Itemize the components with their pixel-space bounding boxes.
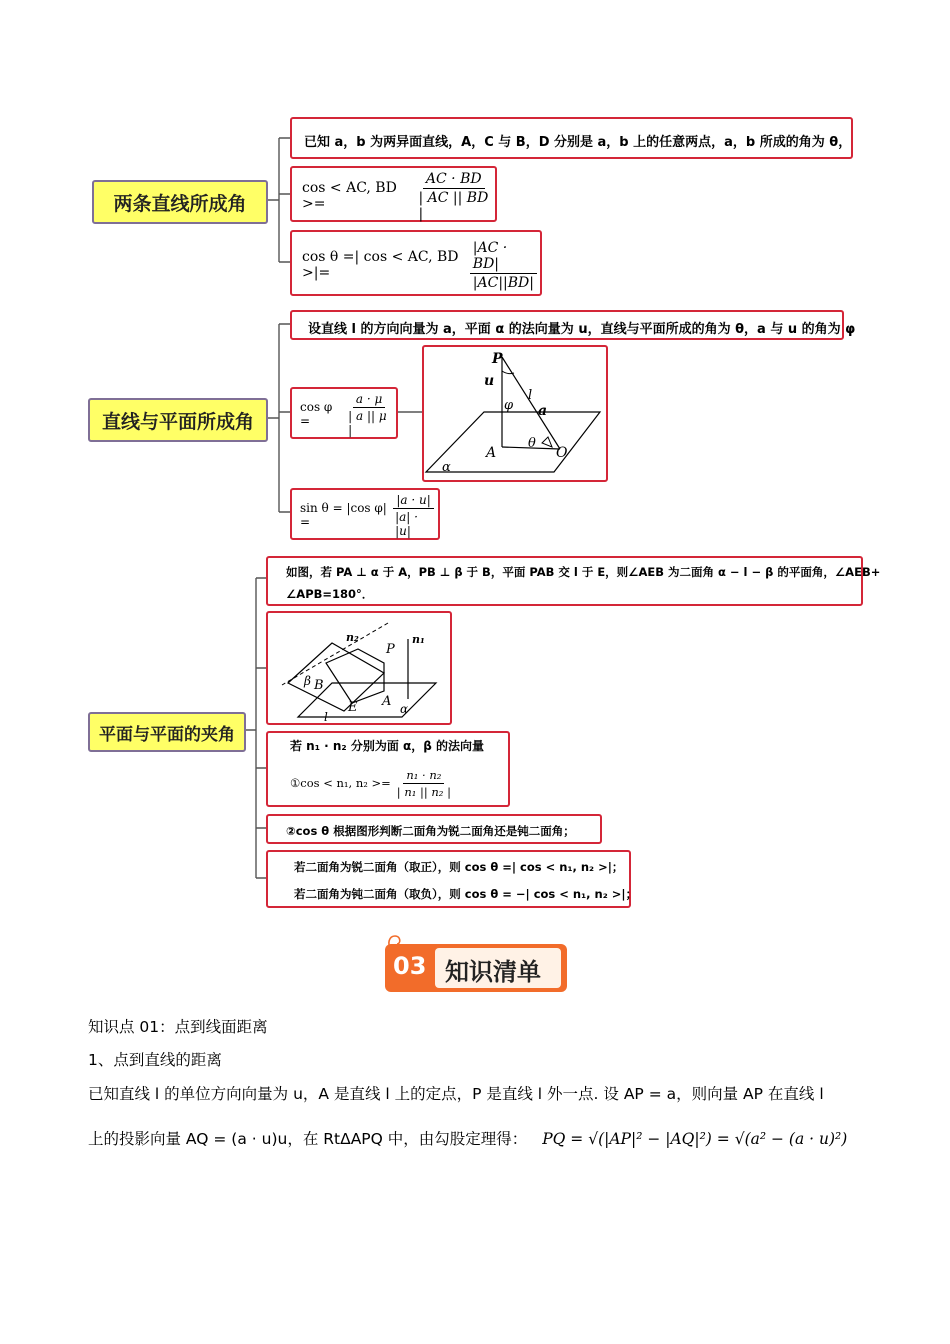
paragraph-text: 上的投影向量 AQ = (a · u)u，在 RtΔAPQ 中，由勾股定理得：	[88, 1130, 528, 1148]
formula-box-line-plane-1	[290, 387, 398, 439]
line-plane-figure	[424, 347, 606, 480]
banner-number: 03	[393, 952, 427, 980]
figure-box-line-plane	[422, 345, 608, 482]
banner-title: 知识清单	[445, 958, 541, 986]
formula-numerator: n₁ · n₂	[403, 768, 444, 784]
label-theta: θ	[528, 436, 536, 451]
figure-box-plane-plane	[266, 611, 452, 725]
premise-box-plane-plane	[266, 556, 881, 606]
normals-box	[266, 731, 510, 807]
formula-lhs: cos < AC, BD >=	[302, 180, 397, 212]
label-n2: n₂	[346, 631, 359, 644]
topic-plane-plane-angle	[88, 712, 246, 752]
judge-box	[266, 814, 602, 844]
label-l: l	[528, 388, 533, 403]
normals-intro: 若 n₁ · n₂ 分别为面 α，β 的法向量	[290, 739, 485, 753]
label-P: P	[492, 351, 503, 367]
label-n1: n₁	[412, 633, 425, 646]
premise-text-line2: ∠APB=180°．	[286, 587, 374, 601]
label-A: A	[486, 445, 497, 461]
topic-line-plane-angle	[88, 398, 268, 442]
formula-cos-phi	[300, 391, 396, 437]
sub-heading: 1、点到直线的距离	[88, 1051, 222, 1069]
formula-box-line-plane-2	[290, 488, 440, 540]
formula-numerator: a · μ	[353, 392, 385, 408]
obtuse-text: 若二面角为钝二面角（取负），则 cos θ = −| cos < n₁, n₂ >|；	[294, 887, 638, 901]
formula-lhs: sin θ = |cos φ| =	[300, 501, 387, 529]
formula-numerator: AC · BD	[423, 171, 485, 189]
formula-cos-theta	[302, 239, 540, 291]
label-alpha: α	[400, 702, 409, 716]
formula-denominator: | a || μ |	[348, 408, 387, 437]
formula-denominator: |a| · |u|	[395, 509, 418, 538]
sign-box	[266, 850, 638, 908]
premise-text: 设直线 l 的方向向量为 a，平面 α 的法向量为 u，直线与平面所成的角为 θ，a 与 u 的角为 φ	[308, 322, 856, 337]
label-a: a	[538, 403, 548, 419]
formula-denominator: | AC || BD |	[418, 189, 489, 222]
topic-line-line-angle	[92, 180, 268, 224]
label-alpha: α	[442, 460, 451, 475]
plane-plane-figure	[268, 613, 450, 723]
premise-box-line-plane	[290, 310, 856, 340]
label-B: B	[314, 678, 324, 693]
label-E: E	[348, 700, 358, 715]
formula-box-lines-2	[290, 230, 542, 296]
formula-box-lines-1	[290, 166, 497, 222]
formula-denominator: |AC||BD|	[472, 274, 534, 291]
formula-sin-theta	[300, 492, 438, 538]
formula-lhs: cos θ =| cos < AC, BD >|=	[302, 249, 459, 281]
premise-text: 已知 a，b 为两异面直线，A，C 与 B，D 分别是 a，b 上的任意两点，a，b 所成的角为 θ，	[304, 135, 852, 150]
formula-numerator: |a · u|	[393, 493, 433, 509]
normals-formula	[290, 763, 457, 803]
label-u: u	[484, 373, 495, 389]
topic-label: 平面与平面的夹角	[99, 724, 235, 745]
label-O: O	[556, 445, 568, 461]
topic-label: 直线与平面所成角	[101, 410, 254, 433]
topic-label: 两条直线所成角	[113, 192, 247, 215]
premise-text-line1: 如图，若 PA ⊥ α 于 A，PB ⊥ β 于 B，平面 PAB 交 l 于 E，则∠AEB 为二面角 α − l − β 的平面角，∠AEB+	[286, 565, 881, 579]
formula-lhs: cos φ =	[300, 400, 333, 428]
knowledge-point-heading: 知识点 01：点到线面距离	[88, 1018, 268, 1036]
formula-numerator: |AC · BD|	[470, 240, 537, 274]
label-l: l	[324, 710, 328, 723]
formula-lhs: ①cos < n₁, n₂ >=	[290, 776, 391, 790]
judge-text: ②cos θ 根据图形判断二面角为锐二面角还是钝二面角；	[286, 824, 575, 838]
label-beta: β	[304, 674, 311, 688]
paragraph-line-2	[88, 1127, 847, 1149]
label-phi: φ	[504, 398, 514, 413]
acute-text: 若二面角为锐二面角（取正），则 cos θ =| cos < n₁, n₂ >|；	[294, 860, 624, 874]
pythagoras-formula: PQ = √(|AP|² − |AQ|²) = √(a² − (a · u)²)	[542, 1130, 848, 1148]
premise-box-lines	[290, 117, 853, 159]
paragraph-line-1: 已知直线 l 的单位方向向量为 u，A 是直线 l 上的定点，P 是直线 l 外一点. 设 AP = a，则向量 AP 在直线 l	[88, 1085, 824, 1103]
formula-denominator: | n₁ || n₂ |	[396, 784, 451, 799]
section-banner	[385, 944, 567, 992]
label-P: P	[386, 642, 395, 657]
formula-cos-ac-bd	[302, 170, 495, 222]
label-A: A	[382, 694, 392, 709]
